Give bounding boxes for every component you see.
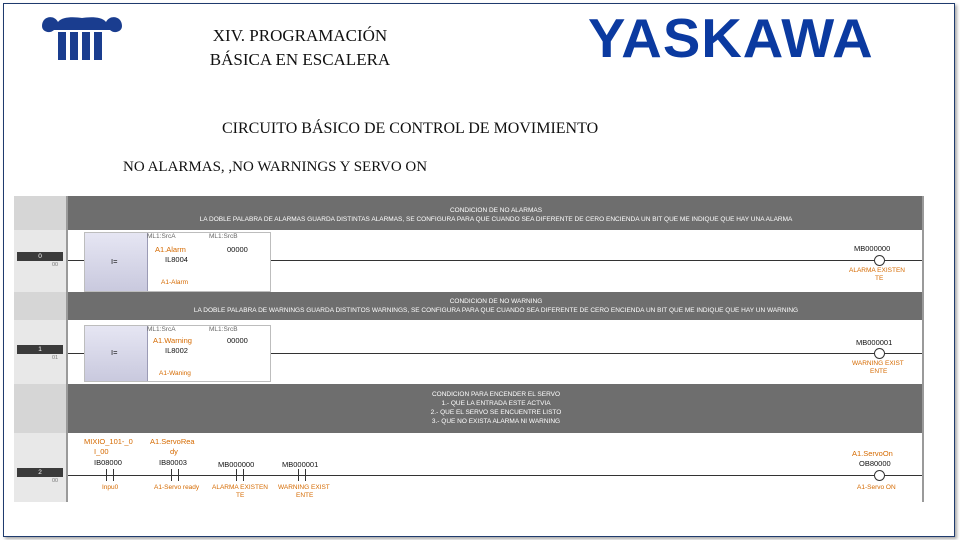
rung-0-src-a-address: IL8004 <box>165 255 188 264</box>
rung-2-contact-3-comment-1: ALARMA EXISTEN <box>212 484 268 491</box>
rung-1-src-a-address: IL8002 <box>165 346 188 355</box>
rung-2-step: 00 <box>52 478 59 484</box>
rung-2-comment-line-1: 1.- QUE LA ENTRADA ESTE ACTVIA <box>441 400 551 407</box>
rung-1-number: 1 <box>17 345 63 354</box>
rung-2-comment <box>68 384 924 433</box>
rung-2-contact-3-left-icon[interactable] <box>236 469 237 481</box>
rung-2-output-coil-icon[interactable] <box>874 470 885 481</box>
rung-2-contact-4-right-icon[interactable] <box>305 469 306 481</box>
rung-2-wire <box>68 475 924 476</box>
rung-0-gutter-band <box>14 196 66 230</box>
rung-2-comment-line-3: 3.- QUE NO EXISTA ALARMA NI WARNING <box>431 418 561 425</box>
rung-1-coil-comment-2: ENTE <box>870 368 888 375</box>
column-logo-icon <box>36 12 128 64</box>
rung-0-comment <box>68 196 924 230</box>
slide-title <box>180 24 420 72</box>
rung-1-gutter-band <box>14 292 66 320</box>
conditions-text: NO ALARMAS, ,NO WARNINGS Y SERVO ON <box>123 159 428 175</box>
rung-0-src-b-value: 00000 <box>227 245 248 254</box>
rung-0-comment-body: LA DOBLE PALABRA DE ALARMAS GUARDA DISTINTAS ALARMAS, SE CONFIGURA PARA QUE CUANDO SEA DIFERENTE DE CERO ENCIENDA UN BIT QUE ME INDIQUE QUE HAY UNA ALARMA <box>199 216 793 223</box>
rung-0-compare-symbol: I= <box>111 257 118 266</box>
rung-2-contact-2-name-1: A1.ServoRea <box>150 437 195 446</box>
rung-2-gutter-band <box>14 384 66 433</box>
rung-1-src-b-header: ML1:SrcB <box>209 326 238 333</box>
rung-2-coil-address: OB80000 <box>859 459 891 468</box>
rung-1-compare-block[interactable] <box>84 325 271 382</box>
rung-0-step: 00 <box>52 262 59 268</box>
rung-2-comment-line-2: 2.- QUE EL SERVO SE ENCUENTRE LISTO <box>430 409 562 416</box>
rung-2-contact-1-comment: Inpu0 <box>102 484 119 491</box>
rung-2-contact-1-name-1: MIXIO_101-_0 <box>84 437 133 446</box>
rung-2-contact-4-comment-1: WARNING EXIST <box>278 484 330 491</box>
title-line-2: BÁSICA EN ESCALERA <box>209 50 391 69</box>
rung-0-src-b-header: ML1:SrcB <box>209 233 238 240</box>
yaskawa-logo: YASKAWA <box>588 7 874 69</box>
rung-0-src-a-name: A1.Alarm <box>155 245 186 254</box>
rung-2-contact-1-name-2: I_00 <box>94 447 109 456</box>
rung-2-contact-2-address: IB80003 <box>159 458 187 467</box>
rung-1-comment <box>68 292 924 320</box>
rung-2-contact-4-address: MB000001 <box>282 460 319 469</box>
rung-0-src-a-comment: A1-Alarm <box>161 279 189 286</box>
rung-1-src-a-comment: A1-Waning <box>159 370 191 377</box>
ladder-diagram <box>14 196 926 502</box>
rung-0-compare-block[interactable] <box>84 232 271 292</box>
rung-2-contact-3-address: MB000000 <box>218 460 255 469</box>
rung-0-comment-title: CONDICION DE NO ALARMAS <box>449 207 543 214</box>
rung-2-number: 2 <box>17 468 63 477</box>
rung-2-contact-4-comment-2: ENTE <box>296 492 314 499</box>
section-subtitle: CIRCUITO BÁSICO DE CONTROL DE MOVIMIENTO <box>222 120 599 137</box>
rung-2-comment-title: CONDICION PARA ENCENDER EL SERVO <box>431 391 561 398</box>
rung-1-src-a-name: A1.Warning <box>153 336 192 345</box>
rung-2-contact-3-right-icon[interactable] <box>243 469 244 481</box>
rung-1-src-b-value: 00000 <box>227 336 248 345</box>
rung-2-contact-3-comment-2: TE <box>236 492 245 499</box>
rung-2-contact-2-left-icon[interactable] <box>171 469 172 481</box>
rung-2-contact-1-left-icon[interactable] <box>106 469 107 481</box>
rung-0-src-a-header: ML1:SrcA <box>147 233 176 240</box>
rung-1-comment-title: CONDICION DE NO WARNING <box>449 298 543 305</box>
rung-2-contact-1-right-icon[interactable] <box>113 469 114 481</box>
rung-1-src-a-header: ML1:SrcA <box>147 326 176 333</box>
rung-2-contact-2-right-icon[interactable] <box>178 469 179 481</box>
rung-2-contact-1-address: IB08000 <box>94 458 122 467</box>
rung-1-compare-symbol: I= <box>111 348 118 357</box>
rung-1-output-coil-icon[interactable] <box>874 348 885 359</box>
rung-2-coil-name: A1.ServoOn <box>852 449 893 458</box>
left-power-rail <box>66 196 68 502</box>
rung-1-step: 01 <box>52 355 59 361</box>
rung-0-number: 0 <box>17 252 63 261</box>
rung-2-contact-2-comment: A1-Servo ready <box>154 484 200 491</box>
rung-2-coil-comment: A1-Servo ON <box>857 484 896 491</box>
title-line-1: XIV. PROGRAMACIÓN <box>212 26 388 45</box>
rung-2-contact-2-name-2: dy <box>170 447 178 456</box>
rung-0-output-coil-icon[interactable] <box>874 255 885 266</box>
rung-1-coil-comment-1: WARNING EXIST <box>852 360 904 367</box>
rung-1-comment-body: LA DOBLE PALABRA DE WARNINGS GUARDA DISTINTOS WARNINGS, SE CONFIGURA PARA QUE CUANDO SEA DIFERENTE DE CERO ENCIENDA UN BIT QUE ME INDIQUE QUE HAY UN WARNING <box>193 307 799 314</box>
rung-2-contact-4-left-icon[interactable] <box>298 469 299 481</box>
rung-0-coil-address: MB000000 <box>854 244 891 253</box>
rung-0-coil-comment-1: ALARMA EXISTEN <box>849 267 905 274</box>
right-power-rail <box>922 196 924 502</box>
rung-0-coil-comment-2: TE <box>875 275 884 282</box>
rung-1-coil-address: MB000001 <box>856 338 893 347</box>
